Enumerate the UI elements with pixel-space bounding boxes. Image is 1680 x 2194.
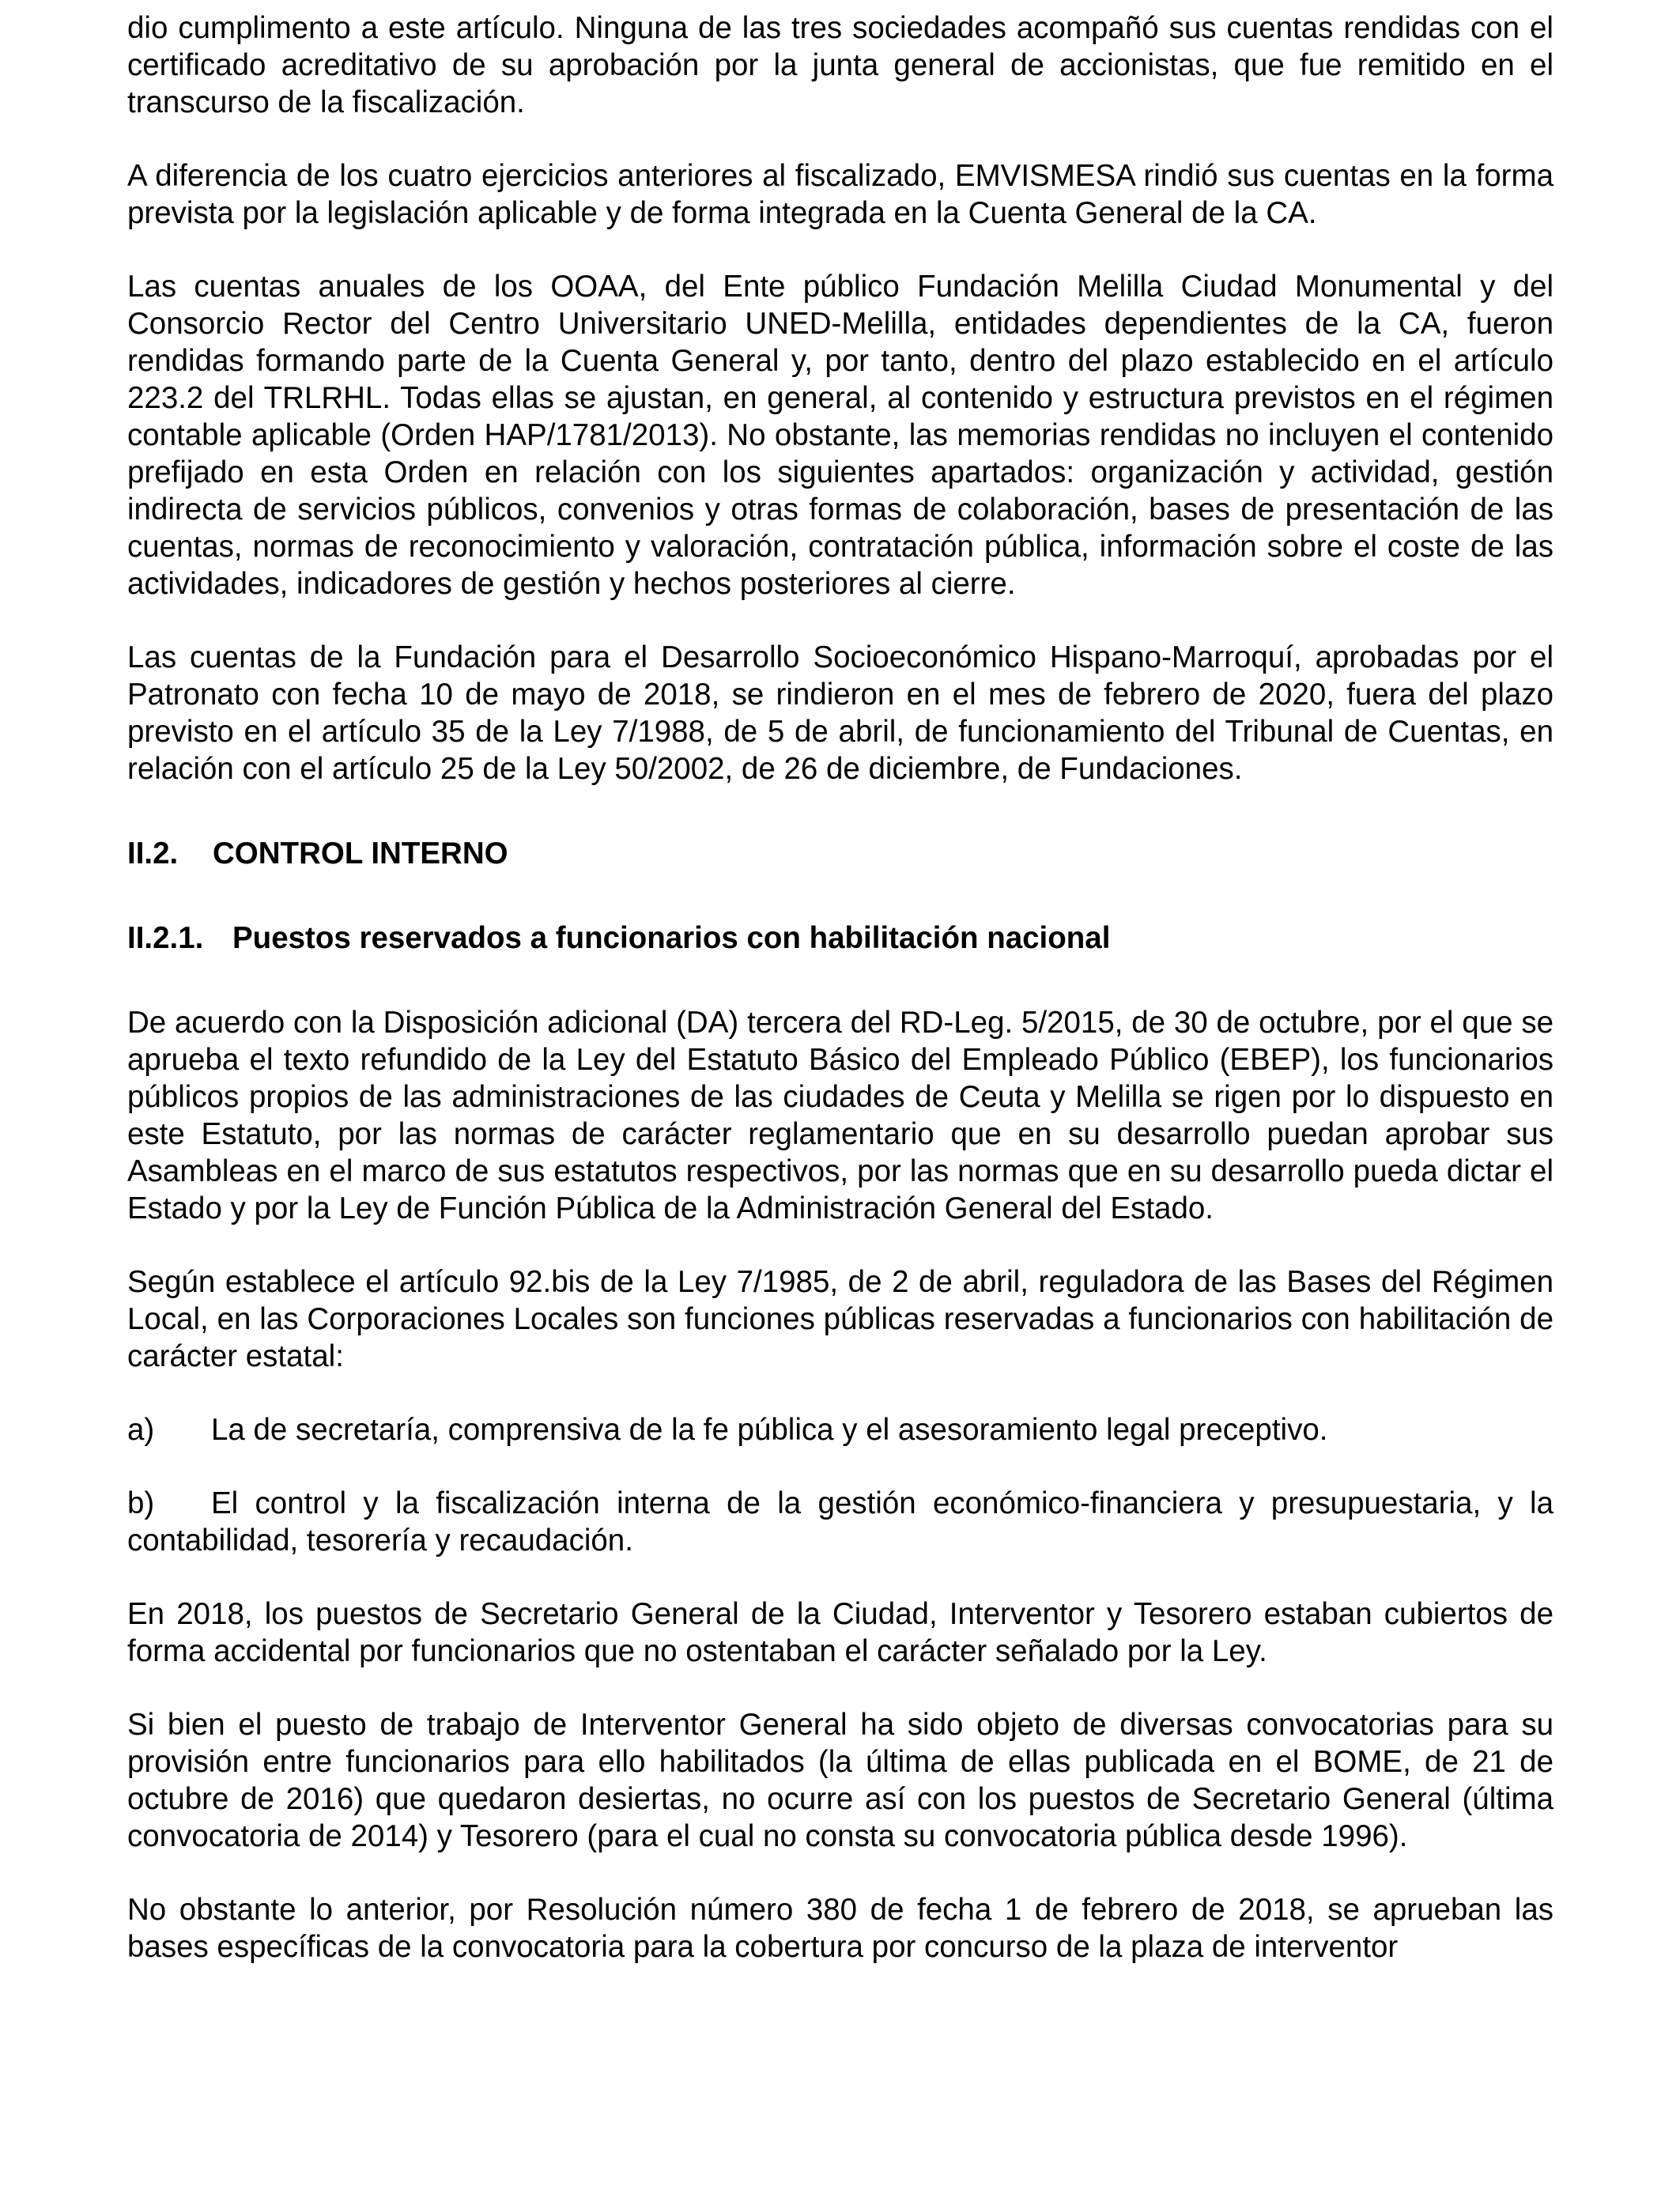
paragraph-puestos-2018: En 2018, los puestos de Secretario General de la Ciudad, Interventor y Tesorero estaban cubiertos de forma accidental por funcionarios que no ostentaban el carácter señalado por la Ley. xyxy=(127,1597,1554,1668)
list-item-text: La de secretaría, comprensiva de la fe pública y el asesoramiento legal preceptivo. xyxy=(211,1413,1328,1447)
list-marker: b) xyxy=(127,1486,155,1520)
paragraph-articulo-92bis: Según establece el artículo 92.bis de la Ley 7/1985, de 2 de abril, reguladora de las Bases del Régimen Local, en las Corporaciones Locales son funciones públicas reservadas a funcionarios con habilitación de carácter estatal: xyxy=(127,1265,1554,1373)
section-title: CONTROL INTERNO xyxy=(213,836,508,870)
subsection-number: II.2.1. xyxy=(127,921,204,955)
paragraph-fundacion-hispano-marroqui: Las cuentas de la Fundación para el Desarrollo Socioeconómico Hispano-Marroquí, aprobadas por el Patronato con fecha 10 de mayo de 2018, se rindieron en el mes de febrero de 2020, fuera del plazo previsto en el artículo 35 de la Ley 7/1988, de 5 de abril, de funcionamiento del Tribunal de Cuentas, en relación con el artículo 25 de la Ley 50/2002, de 26 de diciembre, de Fundaciones. xyxy=(127,640,1554,786)
paragraph-emvismesa: A diferencia de los cuatro ejercicios anteriores al fiscalizado, EMVISMESA rindió sus cuentas en la forma prevista por la legislación aplicable y de forma integrada en la Cuenta General de la CA. xyxy=(127,159,1554,230)
list-marker: a) xyxy=(127,1413,155,1447)
list-item-a xyxy=(127,1411,1554,1448)
paragraph-cuentas-sociedades: dio cumplimento a este artículo. Ninguna de las tres sociedades acompañó sus cuentas rendidas con el certificado acreditativo de su aprobación por la junta general de accionistas, que fue remitido en el transcurso de la fiscalización. xyxy=(127,11,1554,119)
section-heading xyxy=(127,835,1554,872)
paragraph-cuentas-ooaa: Las cuentas anuales de los OOAA, del Ente público Fundación Melilla Ciudad Monumental y del Consorcio Rector del Centro Universitario UNED-Melilla, entidades dependientes de la CA, fueron rendidas formando parte de la Cuenta General y, por tanto, dentro del plazo establecido en el artículo 223.2 del TRLRHL. Todas ellas se ajustan, en general, al contenido y estructura previstos en el régimen contable aplicable (Orden HAP/1781/2013). No obstante, las memorias rendidas no incluyen el contenido prefijado en esta Orden en relación con los siguientes apartados: organización y actividad, gestión indirecta de servicios públicos, convenios y otras formas de colaboración, bases de presentación de las cuentas, normas de reconocimiento y valoración, contratación pública, información sobre el coste de las actividades, indicadores de gestión y hechos posteriores al cierre. xyxy=(127,270,1554,601)
paragraph-disposicion-adicional: De acuerdo con la Disposición adicional (DA) tercera del RD-Leg. 5/2015, de 30 de octubre, por el que se aprueba el texto refundido de la Ley del Estatuto Básico del Empleado Público (EBEP), los funcionarios públicos propios de las administraciones de las ciudades de Ceuta y Melilla se rigen por lo dispuesto en este Estatuto, por las normas de carácter reglamentario que en su desarrollo puedan aprobar sus Asambleas en el marco de sus estatutos respectivos, por las normas que en su desarrollo pueda dictar el Estado y por la Ley de Función Pública de la Administración General del Estado. xyxy=(127,1006,1554,1225)
section-number: II.2. xyxy=(127,836,179,870)
paragraph-resolucion-380: No obstante lo anterior, por Resolución número 380 de fecha 1 de febrero de 2018, se aprueban las bases específicas de la convocatoria para la cobertura por concurso de la plaza de interventor xyxy=(127,1893,1554,1964)
paragraph-interventor-general: Si bien el puesto de trabajo de Interventor General ha sido objeto de diversas convocatorias para su provisión entre funcionarios para ello habilitados (la última de ellas publicada en el BOME, de 21 de octubre de 2016) que quedaron desiertas, no ocurre así con los puestos de Secretario General (última convocatoria de 2014) y Tesorero (para el cual no consta su convocatoria pública desde 1996). xyxy=(127,1708,1554,1853)
list-item-b xyxy=(127,1485,1554,1559)
list-item-text: El control y la fiscalización interna de la gestión económico-financiera y presupuestaria, y la contabilidad, tesorería y recaudación. xyxy=(127,1486,1554,1558)
subsection-heading xyxy=(127,920,1554,957)
document-page xyxy=(127,9,1554,2002)
subsection-title: Puestos reservados a funcionarios con habilitación nacional xyxy=(232,921,1111,955)
